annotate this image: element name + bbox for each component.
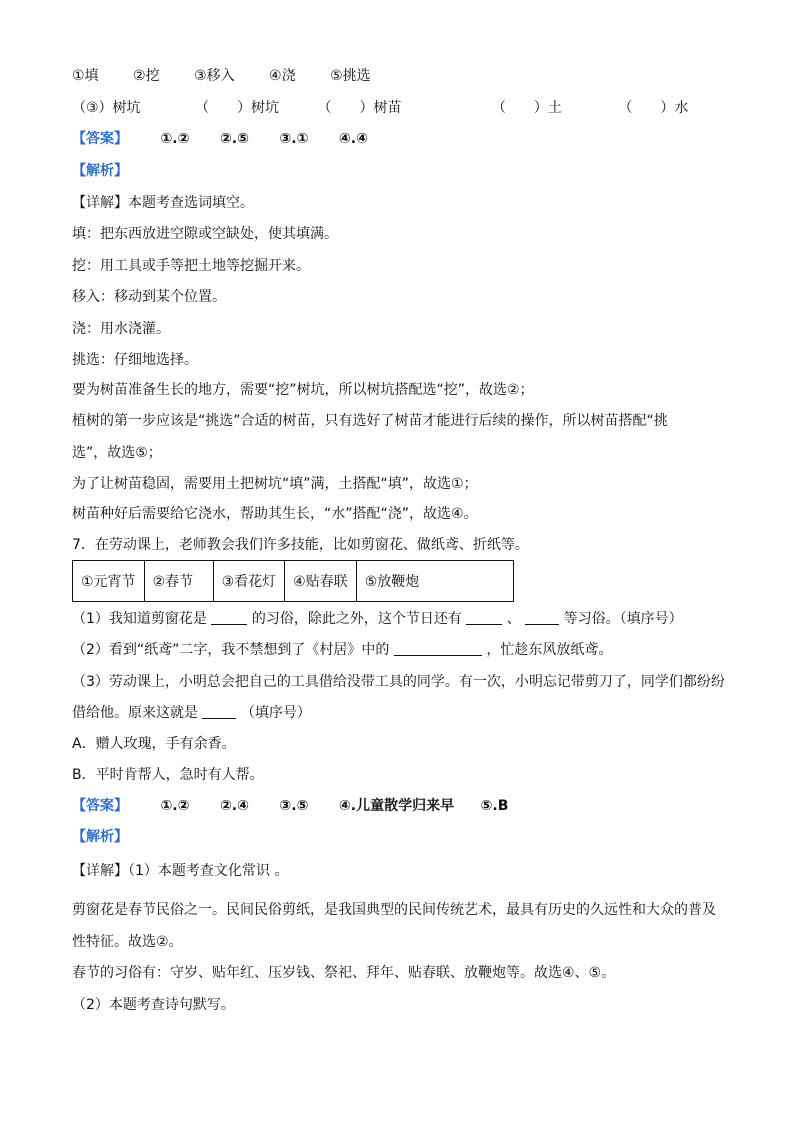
explanation-line: 性特征。故选②。 (72, 934, 183, 950)
explanation-line: 为了让树苗稳固，需要用土把树坑“填”满，土搭配“填”，故选①； (72, 476, 478, 492)
fill-blank (202, 704, 236, 719)
definition-line: 挖：用工具或手等把土地等挖掘开来。 (72, 258, 310, 274)
answer-tag: 【答案】 (72, 131, 128, 147)
fill-blank (394, 641, 482, 656)
blank-2: （ ）树坑 (195, 100, 280, 116)
table-cell: ③看花灯 (213, 561, 285, 602)
answer-tag: 【答案】 (72, 798, 128, 814)
definition-line: 移入：移动到某个位置。 (72, 289, 226, 305)
sub-question-3: （3）劳动课上，小明总会把自己的工具借给没带工具的同学。有一次，小明忘记带剪刀了，同学们都纷纷 (72, 674, 725, 690)
option-4: ④浇 (269, 68, 296, 84)
sub-question-3-cont: 借给他。原来这就是 （填序号） (72, 705, 311, 721)
blank-5: （ ）水 (618, 100, 689, 116)
fill-blank (525, 610, 559, 625)
blank-3: （ ）树苗 (317, 100, 402, 116)
detail-line: 【详解】本题考查选词填空。 (72, 195, 254, 211)
choice-b: B．平时肯帮人，急时有人帮。 (72, 767, 264, 783)
blank-4: （ ）土 (491, 100, 562, 116)
explanation-line: 要为树苗准备生长的地方，需要“挖”树坑，所以树坑搭配选“挖”，故选②； (72, 382, 534, 398)
blank-1: （③）树坑 (72, 100, 141, 116)
sub-question-1: （1）我知道剪窗花是 的习俗，除此之外，这个节日还有 、 等习俗。（填序号） (72, 611, 683, 627)
table-cell: ④贴春联 (285, 561, 357, 602)
explanation-line: 剪窗花是春节民俗之一。民间民俗剪纸，是我国典型的民间传统艺术，最具有历史的久远性和大众的普及 (72, 902, 716, 918)
choice-a: A．赠人玫瑰，手有余香。 (72, 736, 236, 752)
table-cell: ①元宵节 (73, 561, 145, 602)
answer-5: ⑤.B (480, 798, 509, 814)
explanation-line: （2）本题考查诗句默写。 (72, 997, 235, 1013)
answer-4: ④.④ (338, 131, 368, 147)
option-3: ③移入 (194, 68, 235, 84)
option-5: ⑤挑选 (330, 68, 371, 84)
answer-1: ①.② (160, 798, 190, 814)
detail-line: 【详解】（1）本题考查文化常识 。 (72, 863, 289, 879)
answer-2: ②.④ (219, 798, 249, 814)
table-cell: ②春节 (144, 561, 213, 602)
option-1: ①填 (72, 68, 99, 84)
explanation-line: 选”，故选⑤； (72, 445, 162, 461)
analysis-heading-7: 【解析】 (72, 829, 128, 845)
table-cell: ⑤放鞭炮 (356, 561, 513, 602)
answer-3: ③.⑤ (279, 798, 309, 814)
answer-4: ④.儿童散学归来早 (338, 798, 455, 814)
definition-line: 填：把东西放进空隙或空缺处，使其填满。 (72, 226, 338, 242)
fill-blank (466, 610, 502, 625)
answer-row-7 (72, 797, 508, 815)
sub-question-2: （2）看到“纸鸢”二字，我不禁想到了《村居》中的 ，忙趁东风放纸鸢。 (72, 642, 613, 658)
question-7-stem: 7．在劳动课上，老师教会我们许多技能，比如剪窗花、做纸鸢、折纸等。 (72, 537, 529, 553)
definition-line: 浇：用水浇灌。 (72, 321, 170, 337)
answer-1: ①.② (160, 131, 190, 147)
definition-line: 挑选：仔细地选择。 (72, 352, 198, 368)
fill-blank (211, 610, 247, 625)
explanation-line: 春节的习俗有：守岁、贴年红、压岁钱、祭祀、拜年、贴春联、放鞭炮等。故选④、⑤。 (72, 965, 616, 981)
option-2: ②挖 (133, 68, 160, 84)
answer-row (72, 130, 368, 148)
answer-3: ③.① (279, 131, 309, 147)
explanation-line: 植树的第一步应该是“挑选”合适的树苗，只有选好了树苗才能进行后续的操作，所以树苗搭配“挑 (72, 413, 668, 429)
blank-row (72, 99, 688, 117)
answer-2: ②.⑤ (219, 131, 249, 147)
festival-options-table (72, 560, 514, 602)
word-options (72, 67, 371, 85)
analysis-heading: 【解析】 (72, 163, 128, 179)
explanation-line: 树苗种好后需要给它浇水，帮助其生长，“水”搭配“浇”，故选④。 (72, 506, 478, 522)
